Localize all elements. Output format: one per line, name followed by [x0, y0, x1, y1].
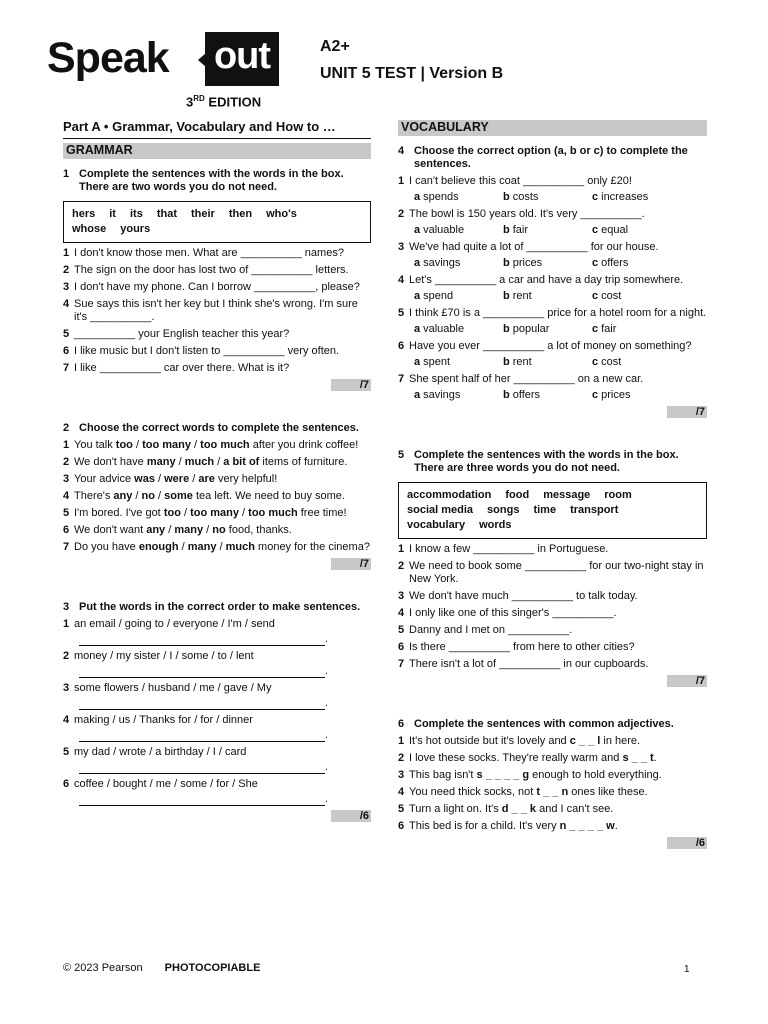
left-column	[63, 120, 371, 822]
sentence-part: /	[203, 524, 213, 536]
question-2-instruction: 2 Choose the correct words to complete the sentences.	[63, 422, 359, 434]
level-label: A2+	[320, 38, 350, 55]
q1-sentence: 2 The sign on the door has lost two of __________ letters.	[63, 264, 349, 276]
answer-line-row: .	[63, 695, 371, 710]
word-choice[interactable]: some	[164, 490, 193, 502]
answer-line[interactable]	[79, 636, 325, 646]
box-word: songs	[487, 504, 520, 516]
q4-options	[398, 224, 707, 237]
word-choice[interactable]: no	[212, 524, 226, 536]
q6-sentence: 3 This bag isn't s _ _ _ _ g enough to hold everything.	[398, 769, 662, 781]
sentence-part: free time!	[297, 507, 347, 519]
option-c[interactable]: c fair	[592, 323, 617, 335]
word-choice[interactable]: many	[187, 541, 217, 553]
q4-options	[398, 257, 707, 270]
q3-word-prompt: 4 making / us / Thanks for / for / dinner	[63, 714, 253, 726]
sentence-part: We don't want	[74, 524, 147, 536]
vocabulary-section-bar: VOCABULARY	[398, 120, 707, 136]
sentence-part: very helpful!	[214, 473, 278, 485]
adjective-hint: s _ _ _ _ g	[476, 769, 530, 781]
sentence-part: /	[180, 507, 191, 519]
option-b[interactable]: b prices	[503, 257, 543, 269]
answer-line[interactable]	[79, 668, 325, 678]
photocopiable-label: PHOTOCOPIABLE	[164, 962, 261, 974]
q2-sentence: 3 Your advice was / were / are very helpful!	[63, 473, 278, 485]
q5-sentence: 2 We need to book some __________ for our two-night stay in New York.	[398, 560, 704, 585]
part-title: Part A • Grammar, Vocabulary and How to …	[63, 120, 371, 139]
q4-sentence: 3 We've had quite a lot of __________ for our house.	[398, 241, 659, 253]
q4-sentence: 2 The bowl is 150 years old. It's very __________.	[398, 208, 645, 220]
sentence-part: /	[190, 439, 201, 451]
page-number: 1	[684, 964, 690, 975]
answer-line-row: .	[63, 631, 371, 646]
sentence-part: /	[178, 541, 188, 553]
sentence-part: /	[175, 456, 185, 468]
q1-sentence: 7 I like __________ car over there. What is it?	[63, 362, 290, 374]
sentence-part: Do you have	[74, 541, 139, 553]
q6-sentence: 1 It's hot outside but it's lovely and c _ _ l in here.	[398, 735, 641, 747]
box-word: food	[505, 489, 530, 501]
word-choice[interactable]: a bit of	[223, 456, 260, 468]
word-box-q1: hers it its that their then who's whose yours	[63, 201, 371, 243]
option-a[interactable]: a spent	[414, 356, 451, 368]
score-q5: /7	[398, 675, 707, 687]
answer-line-row: .	[63, 791, 371, 806]
box-word: message	[543, 489, 591, 501]
q1-sentence: 3 I don't have my phone. Can I borrow __________, please?	[63, 281, 360, 293]
logo-speak-text: Speak	[47, 34, 169, 82]
q2-sentence: 2 We don't have many / much / a bit of items of furniture.	[63, 456, 348, 468]
option-a[interactable]: a valuable	[414, 323, 465, 335]
word-choice[interactable]: any	[146, 524, 166, 536]
option-a[interactable]: a spends	[414, 191, 459, 203]
option-c[interactable]: c offers	[592, 257, 629, 269]
word-choice[interactable]: much	[225, 541, 255, 553]
grammar-section-bar: GRAMMAR	[63, 143, 371, 159]
q1-sentence: 5 __________ your English teacher this year?	[63, 328, 290, 340]
option-c[interactable]: c prices	[592, 389, 631, 401]
q4-sentence: 6 Have you ever __________ a lot of money on something?	[398, 340, 692, 352]
word-choice[interactable]: much	[184, 456, 215, 468]
box-word: vocabulary	[407, 519, 466, 531]
q3-word-prompt: 6 coffee / bought / me / some / for / She	[63, 778, 258, 790]
sentence-part: /	[216, 541, 226, 553]
sentence-part: I'm bored. I've got	[74, 507, 164, 519]
sentence-part: money for the cinema?	[254, 541, 370, 553]
word-box-q5	[398, 482, 707, 539]
answer-line-row: .	[63, 727, 371, 742]
answer-line-row: .	[63, 663, 371, 678]
question-6-instruction: 6 Complete the sentences with common adjectives.	[398, 718, 674, 730]
q6-sentence: 2 I love these socks. They're really warm and s _ _ t.	[398, 752, 657, 764]
q5-sentence: 7 There isn't a lot of __________ in our cupboards.	[398, 658, 649, 670]
adjective-hint: d _ _ k	[501, 803, 537, 815]
box-word: social media	[407, 504, 474, 516]
q4-options	[398, 191, 707, 204]
q6-sentence: 4 You need thick socks, not t _ _ n ones like these.	[398, 786, 648, 798]
q4-sentence: 4 Let's __________ a car and have a day trip somewhere.	[398, 274, 684, 286]
q4-sentence: 1 I can't believe this coat __________ only £20!	[398, 175, 632, 187]
question-5-instruction: 5 Complete the sentences with the words in the box. There are three words you do not need.	[398, 449, 679, 474]
sentence-part: after you drink coffee!	[249, 439, 359, 451]
test-title: UNIT 5 TEST | Version B	[320, 65, 504, 82]
score-q2: /7	[63, 558, 371, 570]
q4-sentence: 5 I think £70 is a __________ price for a hotel room for a night.	[398, 307, 707, 319]
option-b[interactable]: b popular	[503, 323, 550, 335]
sentence-part: food, thanks.	[225, 524, 292, 536]
option-a[interactable]: a savings	[414, 257, 461, 269]
word-choice[interactable]: too	[163, 507, 181, 519]
q1-sentence: 6 I like music but I don't listen to __________ very often.	[63, 345, 340, 357]
box-word: room	[604, 489, 632, 501]
q1-sentence: 4 Sue says this isn't her key but I think she's wrong. I'm sure it's __________.	[63, 298, 358, 323]
q6-sentence: 6 This bed is for a child. It's very n _ _ _ _ w.	[398, 820, 618, 832]
q2-sentence: 7 Do you have enough / many / much money for the cinema?	[63, 541, 370, 553]
adjective-hint: s _ _ t	[622, 752, 654, 764]
question-4-instruction: 4 Choose the correct option (a, b or c) to complete the sentences.	[398, 145, 688, 170]
option-b[interactable]: b costs	[503, 191, 539, 203]
box-word: time	[533, 504, 557, 516]
sentence-part: /	[132, 490, 142, 502]
word-choice[interactable]: were	[164, 473, 190, 485]
sentence-part: /	[165, 524, 175, 536]
adjective-hint: t _ _ n	[536, 786, 569, 798]
q4-options	[398, 356, 707, 369]
option-b[interactable]: b offers	[503, 389, 541, 401]
sentence-part: tea left. We need to buy some.	[192, 490, 345, 502]
box-word: words	[479, 519, 512, 531]
adjective-hint: n _ _ _ _ w	[559, 820, 615, 832]
logo-out-text: out	[205, 32, 279, 86]
adjective-hint: c _ _ l	[569, 735, 601, 747]
q2-sentence: 4 There's any / no / some tea left. We need to buy some.	[63, 490, 345, 502]
word-choice[interactable]: enough	[138, 541, 179, 553]
q3-word-prompt: 2 money / my sister / I / some / to / lent	[63, 650, 254, 662]
q4-sentence: 7 She spent half of her __________ on a new car.	[398, 373, 644, 385]
question-1-instruction: 1 Complete the sentences with the words in the box. There are two words you do not need.	[63, 168, 344, 193]
option-a[interactable]: a spend	[414, 290, 454, 302]
q2-sentence: 1 You talk too / too many / too much after you drink coffee!	[63, 439, 359, 451]
question-3-instruction: 3 Put the words in the correct order to make sentences.	[63, 601, 361, 613]
footer	[63, 962, 260, 974]
sentence-part: Your advice	[74, 473, 135, 485]
option-b[interactable]: b rent	[503, 356, 532, 368]
speakout-logo	[47, 30, 287, 90]
q3-word-prompt: 1 an email / going to / everyone / I'm / send	[63, 618, 275, 630]
box-word: transport	[570, 504, 619, 516]
option-a[interactable]: a savings	[414, 389, 461, 401]
q5-sentence: 4 I only like one of this singer's __________.	[398, 607, 617, 619]
q5-sentence: 3 We don't have much __________ to talk today.	[398, 590, 638, 602]
score-q3: /6	[63, 810, 371, 822]
box-word: accommodation	[407, 489, 492, 501]
sentence-part: /	[154, 473, 165, 485]
copyright: © 2023 Pearson	[63, 962, 143, 974]
option-c[interactable]: c cost	[592, 290, 622, 302]
q3-word-prompt: 3 some flowers / husband / me / gave / My	[63, 682, 272, 694]
q2-sentence: 6 We don't want any / many / no food, thanks.	[63, 524, 292, 536]
answer-line[interactable]	[79, 796, 325, 806]
sentence-part: There's	[74, 490, 114, 502]
word-choice[interactable]: many	[146, 456, 176, 468]
score-q1: /7	[63, 379, 371, 391]
sentence-part: /	[214, 456, 224, 468]
right-column	[398, 120, 707, 849]
word-choice[interactable]: too much	[248, 507, 298, 519]
option-b[interactable]: b fair	[503, 224, 529, 236]
answer-line-row: .	[63, 759, 371, 774]
score-q6: /6	[398, 837, 707, 849]
q2-sentence: 5 I'm bored. I've got too / too many / too much free time!	[63, 507, 347, 519]
word-choice[interactable]: was	[134, 473, 155, 485]
q5-sentence: 1 I know a few __________ in Portuguese.	[398, 543, 609, 555]
sentence-part: /	[189, 473, 199, 485]
word-choice[interactable]: are	[198, 473, 215, 485]
word-choice[interactable]: too much	[200, 439, 250, 451]
q5-sentence: 5 Danny and I met on __________.	[398, 624, 573, 636]
sentence-part: We don't have	[74, 456, 147, 468]
q4-options	[398, 323, 707, 336]
q4-options	[398, 389, 707, 402]
sentence-part: You talk	[74, 439, 116, 451]
option-b[interactable]: b rent	[503, 290, 532, 302]
answer-line[interactable]	[79, 700, 325, 710]
word-choice[interactable]: too many	[190, 507, 239, 519]
score-q4: /7	[398, 406, 707, 418]
sentence-part: /	[132, 439, 143, 451]
option-c[interactable]: c cost	[592, 356, 622, 368]
sentence-part: /	[155, 490, 165, 502]
word-choice[interactable]: any	[113, 490, 133, 502]
answer-line[interactable]	[79, 764, 325, 774]
q4-options	[398, 290, 707, 303]
word-choice[interactable]: too	[115, 439, 133, 451]
q6-sentence: 5 Turn a light on. It's d _ _ k and I can't see.	[398, 803, 614, 815]
answer-line[interactable]	[79, 732, 325, 742]
sentence-part: items of furniture.	[259, 456, 348, 468]
word-choice[interactable]: no	[141, 490, 155, 502]
q3-word-prompt: 5 my dad / wrote / a birthday / I / card	[63, 746, 247, 758]
word-choice[interactable]: many	[174, 524, 204, 536]
word-choice[interactable]: too many	[142, 439, 191, 451]
q1-sentence: 1 I don't know those men. What are __________ names?	[63, 247, 344, 259]
option-a[interactable]: a valuable	[414, 224, 465, 236]
option-c[interactable]: c equal	[592, 224, 629, 236]
edition-label: 3RD EDITION	[186, 94, 262, 110]
sentence-part: /	[239, 507, 249, 519]
q5-sentence: 6 Is there __________ from here to other cities?	[398, 641, 635, 653]
option-c[interactable]: c increases	[592, 191, 649, 203]
